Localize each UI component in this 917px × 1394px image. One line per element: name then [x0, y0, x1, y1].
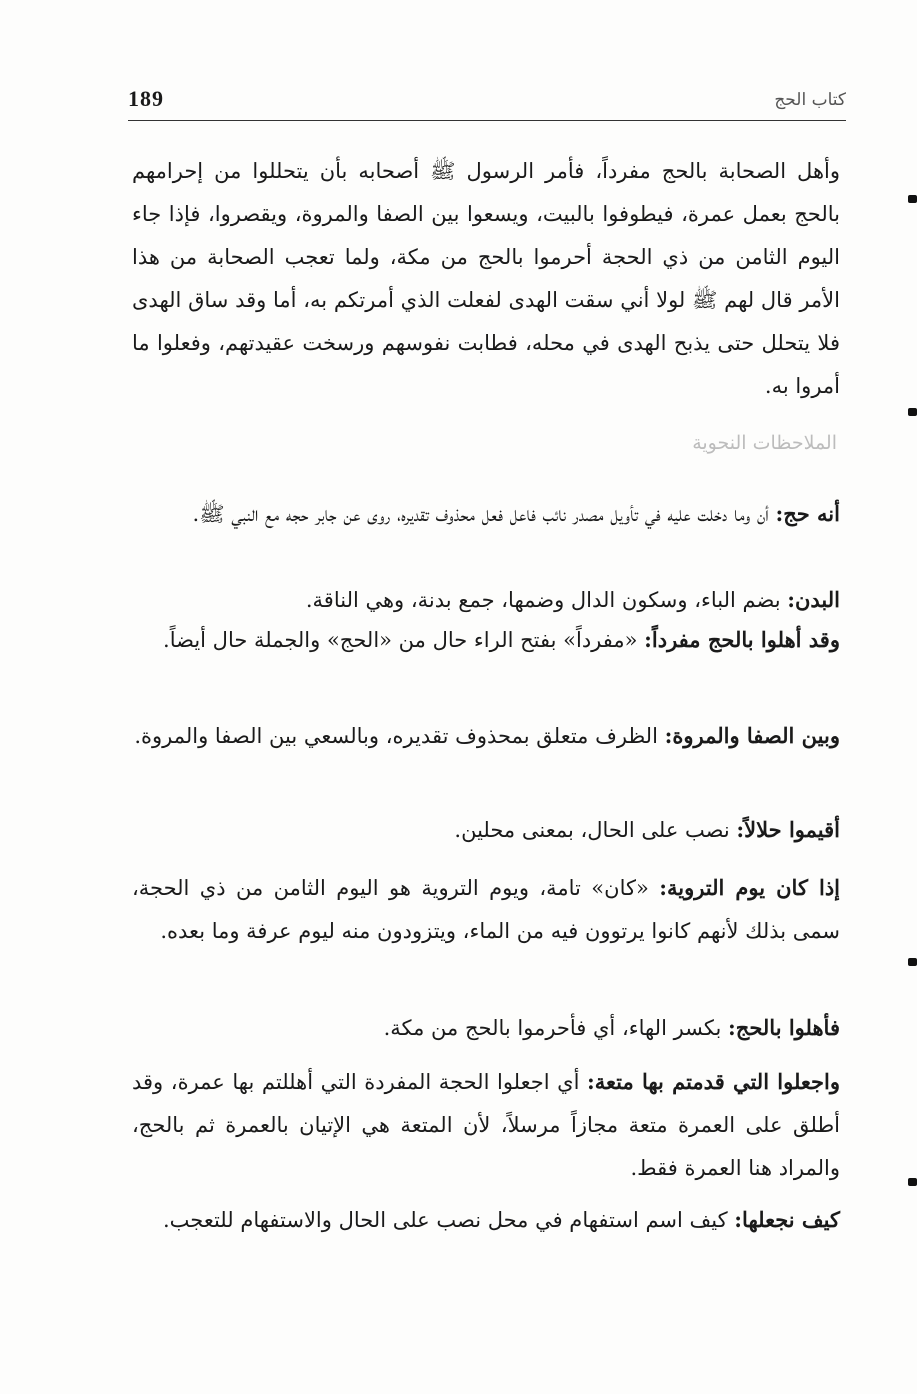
- note-term: واجعلوا التي قدمتم بها متعة:: [587, 1069, 840, 1094]
- grammar-note: [132, 1060, 840, 1190]
- note-text: نصب على الحال، بمعنى محلين.: [454, 818, 737, 842]
- narrative-paragraph: وأهل الصحابة بالحج مفرداً، فأمر الرسول ﷺ أصحابه بأن يتحللوا من إحرامهم بالحج بعمل عمرة، فيطوفوا بالبيت، ويسعوا بين الصفا والمروة، ويقصروا، فإذا جاء اليوم الثامن من ذي الحجة أحرموا بالحج من مكة، ولما تعجب الصحابة من هذا الأمر قال لهم ﷺ لولا أني سقت الهدى لفعلت الذي أمرتكم به، أما وقد ساق الهدى فلا يتحلل حتى يذبح الهدى في محله، فطابت نفوسهم ورسخت عقيدتهم، وفعلوا ما أمروا به.: [132, 159, 840, 398]
- note-term: وبين الصفا والمروة:: [664, 723, 840, 748]
- scan-margin-mark: [908, 408, 917, 416]
- grammar-note: [132, 1198, 840, 1242]
- scan-margin-mark: [908, 195, 917, 203]
- note-text: بضم الباء، وسكون الدال وضمها، جمع بدنة، وهي الناقة.: [305, 588, 788, 612]
- scan-margin-mark: [908, 958, 917, 966]
- note-text: كيف اسم استفهام في محل نصب على الحال والاستفهام للتعجب.: [162, 1208, 735, 1232]
- grammar-note: [132, 578, 840, 622]
- section-heading: الملاحظات النحوية: [692, 432, 837, 454]
- note-text: أن وما دخلت عليه في تأويل مصدر نائب فاعل فعل محذوف تقديره، روى عن جابر حجه مع النبي ﷺ.: [192, 502, 776, 526]
- note-term: إذا كان يوم التروية:: [659, 875, 841, 900]
- grammar-note: [132, 1006, 840, 1050]
- note-term: أنه حج:: [775, 501, 840, 526]
- grammar-note: [132, 808, 840, 852]
- note-term: وقد أهلوا بالحج مفرداً:: [644, 627, 840, 652]
- scan-margin-mark: [908, 1178, 917, 1186]
- page-number: 189: [128, 86, 164, 111]
- grammar-note: [132, 492, 840, 536]
- note-term: فأهلوا بالحج:: [728, 1015, 840, 1040]
- grammar-note: [132, 714, 840, 758]
- running-title: كتاب الحج: [774, 90, 846, 110]
- note-text: «مفرداً» بفتح الراء حال من «الحج» والجملة حال أيضاً.: [163, 628, 645, 652]
- note-term: البدن:: [787, 587, 840, 612]
- note-term: كيف نجعلها:: [734, 1207, 840, 1232]
- note-text: أي اجعلوا الحجة المفردة التي أهللتم بها عمرة، وقد أطلق على العمرة متعة مجازاً مرسلاً، لأن المتعة هي الإتيان بالعمرة ثم بالحج، والمراد هنا العمرة فقط.: [132, 1070, 840, 1180]
- page-header: [128, 84, 846, 121]
- grammar-note: [132, 866, 840, 953]
- grammar-note: [132, 618, 840, 662]
- note-text: الظرف متعلق بمحذوف تقديره، وبالسعي بين الصفا والمروة.: [134, 724, 665, 748]
- note-text: «كان» تامة، ويوم التروية هو اليوم الثامن من ذي الحجة، سمى بذلك لأنهم كانوا يرتوون فيه من الماء، ويتزودون منه ليوم عرفة وما بعده.: [132, 876, 840, 943]
- note-term: أقيموا حلالاً:: [736, 817, 840, 842]
- note-text: بكسر الهاء، أي فأحرموا بالحج من مكة.: [383, 1016, 729, 1040]
